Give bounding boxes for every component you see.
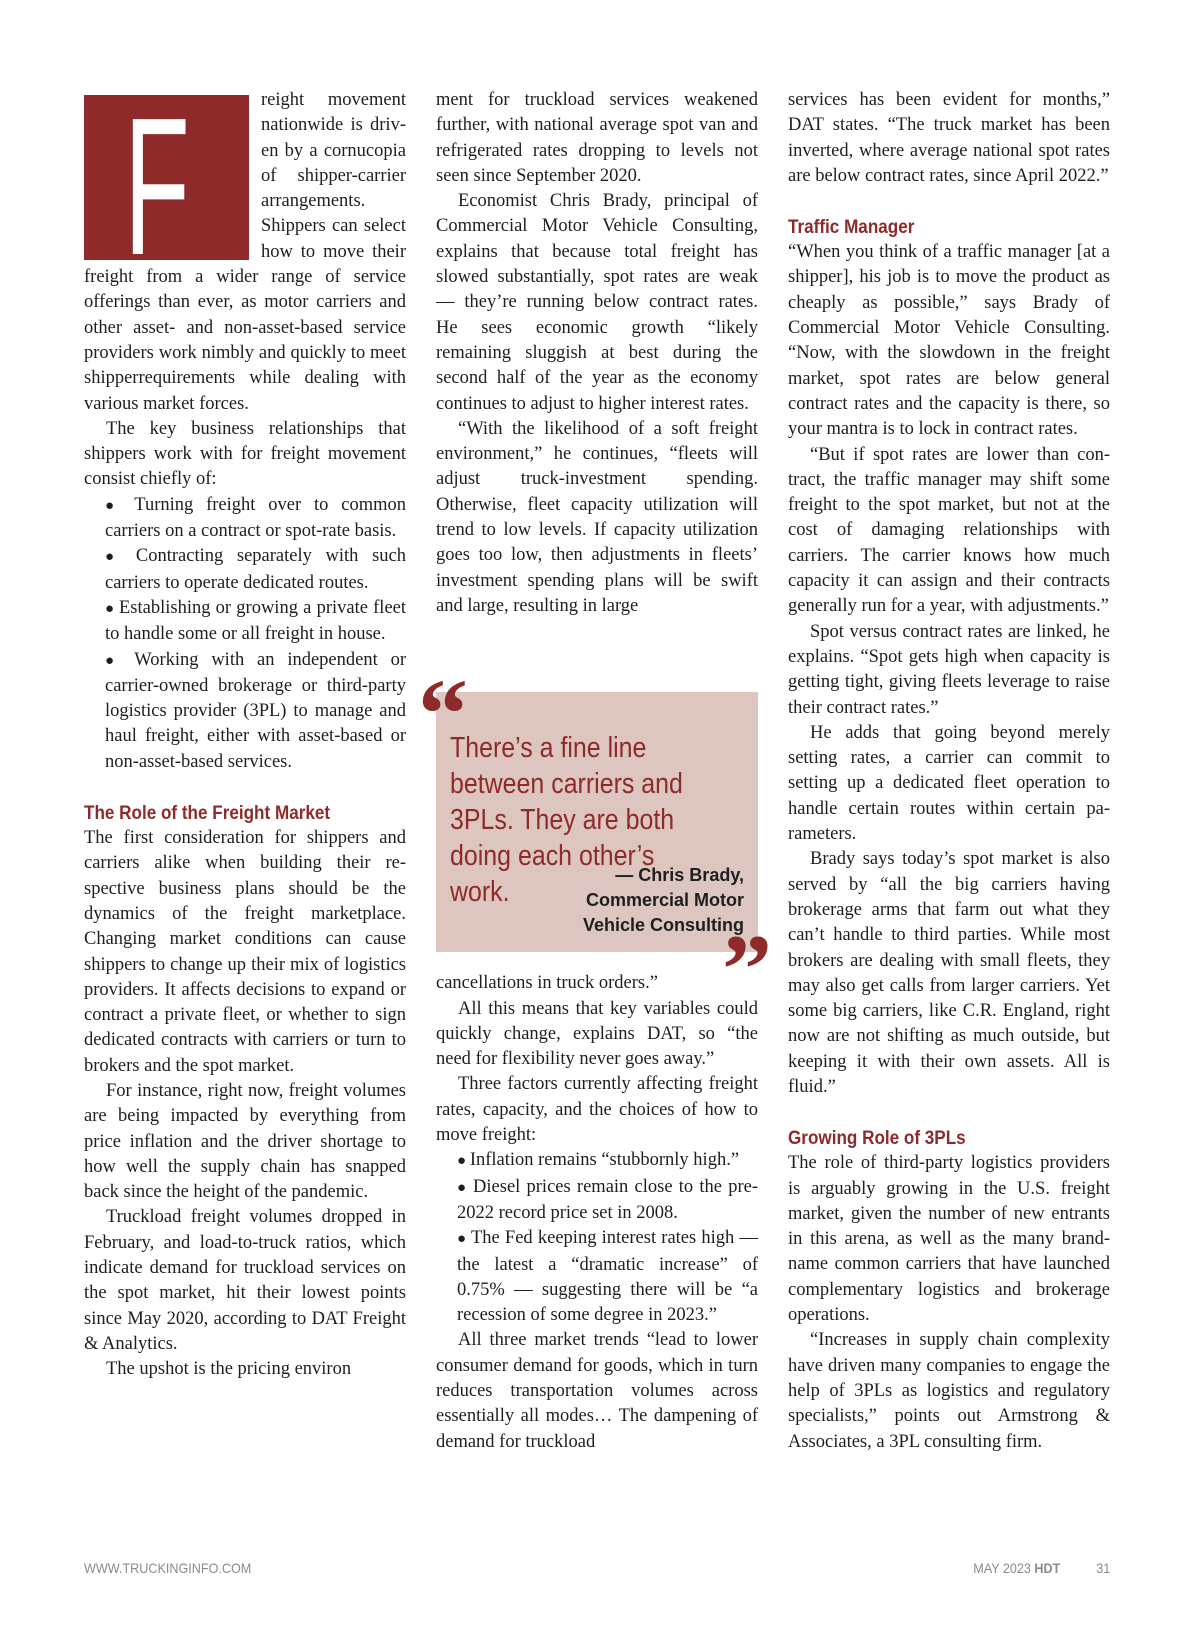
paragraph: Spot versus contract rates are linked, he explains. “Spot gets high when capacity is getting tight, giving fleets leverage to raise their contract rates.” [788, 621, 1110, 718]
paragraph: services has been evident for months,” DAT states. “The truck market has been inverted, where average national spot rates are below contract rates, since April 2022.” [788, 90, 1110, 186]
page-number: 31 [1095, 1560, 1110, 1576]
section-heading: Growing Role of 3PLs [788, 1128, 966, 1150]
paragraph: Three factors currently affecting freight rates, capacity, and the choices of how to move freight: [436, 1074, 758, 1146]
bullet-item: ● Working with an independent or carrier-owned brokerage or third-party logistics provider (3PL) to manage and haul freight, either with asset-based or non-asset-based services. [105, 648, 406, 775]
attribution-name: — Chris Brady, [615, 865, 744, 885]
paragraph: “With the likelihood of a soft freight environment,” he continues, “fleets will adjust truck-investment spending. Otherwise, fleet capacity utilization will trend to low levels. If capacity utilization goes too low, then adjustments in fleets’ investment spending plans will be swift and large, resulting in large [436, 418, 758, 616]
paragraph: reight movement nationwide is driven by a cornucopia of shipper-carrier arrangements. Shippers can select how to move their freight from a wider range of service offerings than ever, as motor carriers and other asset- and non-asset-based service providers work nimbly and quickly to meet shipperrequirements while dealing with various market forces. [84, 90, 406, 414]
close-quote-mark: ” [722, 914, 772, 1025]
paragraph: All three market trends “lead to lower consumer demand for goods, which in turn reduces transportation volumes across essentially all modes… The dampening of demand for truckload [436, 1330, 758, 1452]
pullquote-text: There’s a fine line between carriers and 3PLs. They are both doing each other’s work. [450, 732, 683, 908]
pullquote-attribution [583, 863, 744, 938]
section-heading: The Role of the Freight Market [84, 803, 331, 825]
paragraph: The first consideration for shippers and carriers alike when building their respective business plans should be the dynamics of the freight marketplace. Changing market conditions can cause shippers to change up their mix of logistics providers. It affects decisions to expand or contract a private fleet, or whether to sign dedicated contracts with carriers or turn to brokers and the spot market. [84, 828, 406, 1076]
footer-website: WWW.TRUCKINGINFO.COM [84, 1560, 252, 1576]
article-column-3 [788, 88, 1110, 1455]
paragraph: Truckload freight volumes dropped in February, and load-to-truck ratios, which indicate demand for truckload services on the spot market, hit their lowest points since May 2020, according to DAT Freight & Analytics. [84, 1207, 406, 1354]
bullet-item: ● The Fed keeping interest rates high — the latest a “dramatic increase” of 0.75% — suggesting there will be “a recession of some degree in 2023.” [457, 1226, 758, 1328]
bullet-item: ● Turning freight over to common carriers on a contract or spot-rate basis. [105, 493, 406, 545]
open-quote-mark: “ [418, 658, 468, 769]
footer-magazine-name: HDT [1034, 1560, 1061, 1576]
attribution-org-line1: Commercial Motor [585, 890, 744, 910]
paragraph: “But if spot rates are lower than contract, the traffic manager may shift some freight to the spot market, but not at the cost of damaging relationships with carriers. The carrier knows how much capacity it can assign and their contracts generally run for a year, with adjustments.” [788, 444, 1110, 617]
paragraph: Economist Chris Brady, principal of Commercial Motor Vehicle Consulting, explains that because total freight has slowed substantially, spot rates are weak — they’re running below contract rates. He sees economic growth “likely remaining sluggish at best during the second half of the year as the economy continues to adjust to higher interest rates. [436, 191, 758, 414]
bullet-item: ● Establishing or growing a private fleet to handle some or all freight in house. [105, 596, 406, 648]
paragraph: “Increases in supply chain complexity have driven many companies to engage the help of 3PLs as logistics and regulatory specialists,” points out Armstrong & Associates, a 3PL consulting firm. [788, 1330, 1110, 1452]
paragraph: For instance, right now, freight volumes are being impacted by everything from price inflation and the driver shortage to how well the supply chain has snapped back since the height of the pandemic. [84, 1080, 406, 1203]
paragraph: The upshot is the pricing environ [106, 1359, 352, 1380]
bullet-item: ● Contracting separately with such carriers to operate dedicated routes. [105, 544, 406, 596]
bullet-item: ● Inflation remains “stubbornly high.” [457, 1148, 758, 1174]
paragraph: All this means that key variables could quickly change, explains DAT, so “the need for flexibility never goes away.” [436, 998, 758, 1070]
bullet-item: ● Diesel prices remain close to the pre-2022 record price set in 2008. [457, 1175, 758, 1227]
paragraph: Brady says today’s spot market is also served by “all the big carriers having brokerage arms that farm out what they can’t handle to third parties. While most brokers are dealing with small fleets, they may also get calls from larger carriers. Yet some big carriers, like C.R. England, right now are not shifting as much outside, but keeping it with their own assets. All is fluid.” [788, 849, 1110, 1097]
article-column-1 [84, 88, 406, 1383]
paragraph: The key business relationships that shippers work with for freight movement consist chiefly of: [84, 418, 406, 490]
drop-cap-letter: F [124, 95, 190, 260]
section-heading: Traffic Manager [788, 217, 915, 239]
attribution-org-line2: Vehicle Consulting [582, 915, 744, 935]
paragraph: ment for truckload services weakened further, with national average spot van and refrigerated rates dropping to levels not seen since September 2020. [436, 90, 758, 186]
footer-issue-info [973, 1560, 1110, 1576]
paragraph: He adds that going beyond merely setting rates, a carrier can commit to setting up a dedicated fleet operation to handle certain routes within certain parameters. [788, 722, 1110, 845]
paragraph: “When you think of a traffic manager [at a shipper], his job is to move the product as cheaply as possible,” says Brady of Commercial Motor Vehicle Consulting. “Now, with the slowdown in the freight market, spot rates are below general contract rates and the capacity is there, so your mantra is to lock in contract rates. [788, 242, 1110, 440]
footer-issue-date: MAY 2023 [972, 1560, 1031, 1576]
paragraph: The role of third-party logistics providers is arguably growing in the U.S. freight market, given the number of new entrants in this arena, as well as the many brand-name common carriers that have launched complementary logistics and brokerage operations. [788, 1153, 1110, 1326]
paragraph: cancellations in truck orders.” [436, 973, 658, 994]
drop-cap [84, 95, 249, 260]
